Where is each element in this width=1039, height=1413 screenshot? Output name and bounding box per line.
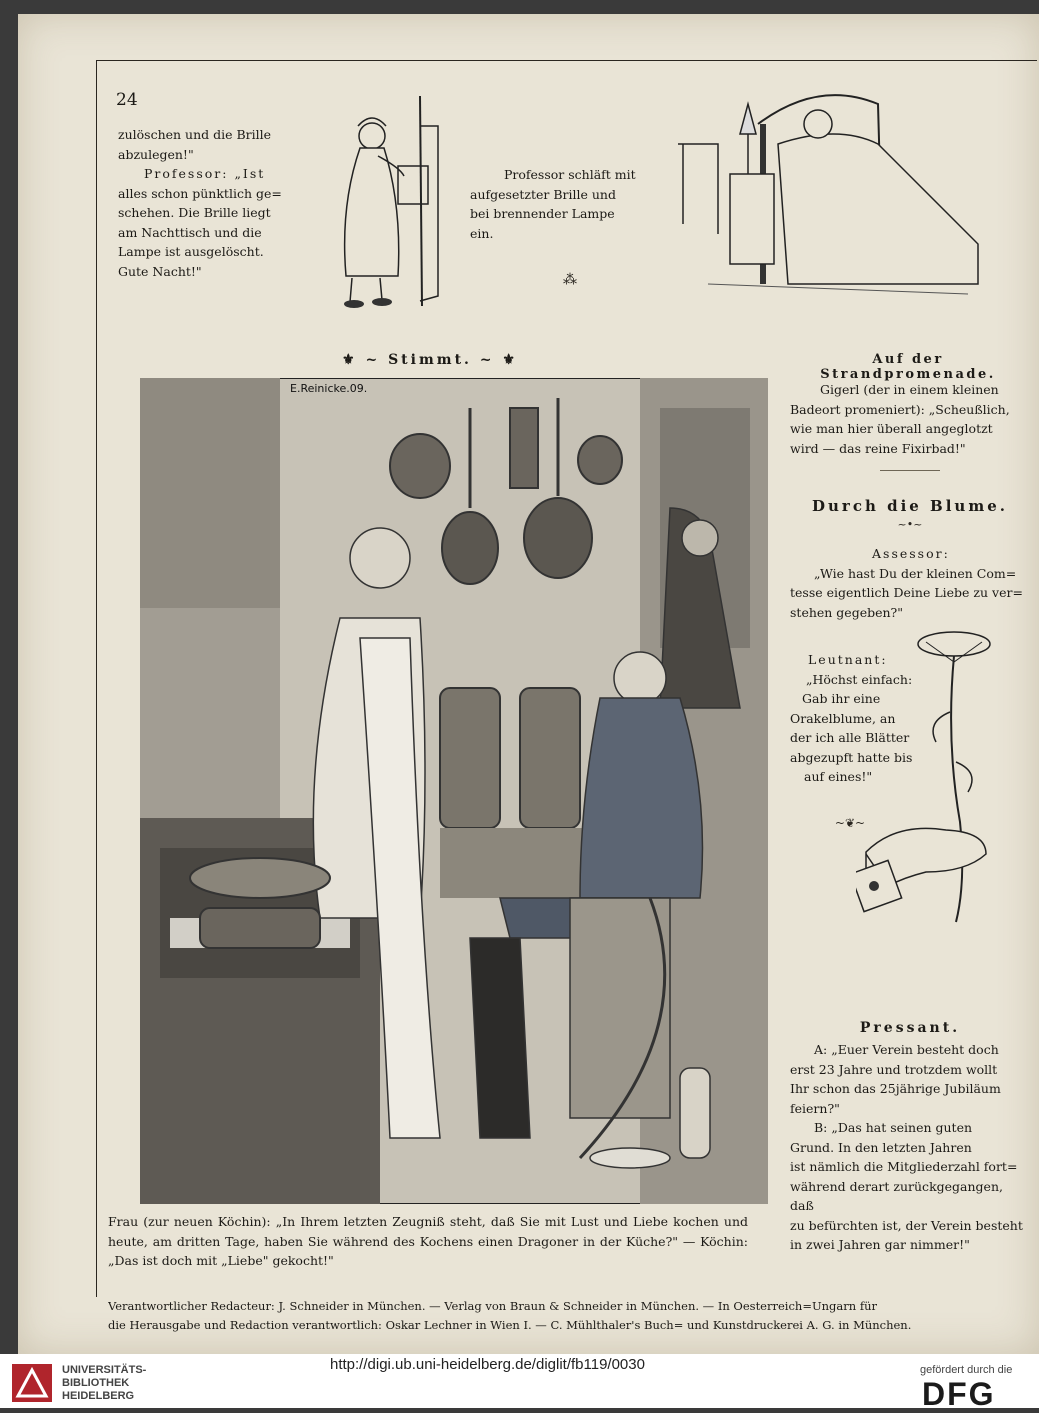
imprint-line-1: Verantwortlicher Redacteur: J. Schneider in München. — Verlag von Braun & Schneider in München. — In Oesterreich=Ungarn für (108, 1299, 877, 1313)
pressant-heading: Pressant. (859, 1020, 961, 1036)
pressant-line: B: „Das hat seinen guten (814, 1120, 973, 1135)
university-library-logo-icon (12, 1364, 52, 1402)
story1-line: abzulegen!" (118, 146, 194, 162)
university-library-name (62, 1364, 146, 1403)
strand-line: wird — das reine Fixirbad!" (790, 440, 966, 456)
pressant-line: zu befürchten ist, der Verein besteht (790, 1217, 1023, 1233)
blume-line: „Wie hast Du der kleinen Com= (814, 565, 1017, 581)
blume-speaker: Assessor: (872, 546, 950, 561)
blume-speaker: Leutnant: (808, 652, 888, 667)
ornament-right-icon: ~ ⚜ (471, 352, 518, 368)
blume-text (790, 544, 1030, 622)
ornament-divider: ~❦~ (834, 816, 866, 830)
divider-line (880, 470, 940, 471)
library-line: HEIDELBERG (62, 1390, 135, 1402)
story1-line: Professor: „Ist (144, 166, 266, 181)
stimmt-caption: Frau (zur neuen Köchin): „In Ihrem letzten Zeugniß steht, daß Sie mit Lust und Liebe kochen und heute, am dritten Tage, haben Sie während des Kochens einen Dragoner in der Küche?" — Köchin: „Das ist doch mit „Liebe" gekocht!" (108, 1214, 748, 1268)
blume-line: abgezupft hatte bis (790, 749, 913, 765)
story1-line: ein. (470, 225, 494, 241)
story1-line: schehen. Die Brille liegt (118, 205, 271, 220)
blume-heading: Durch die Blume. (812, 497, 1008, 515)
ornament-divider: ~•~ (897, 518, 923, 531)
pressant-line: Ihr schon das 25jährige Jubiläum (790, 1081, 1001, 1096)
library-line: BIBLIOTHEK (62, 1377, 130, 1389)
artist-signature: E.Reinicke.09. (290, 382, 368, 395)
blume-line: der ich alle Blätter (790, 730, 910, 745)
blume-line: „Höchst einfach: (806, 671, 913, 687)
strand-heading: Auf der Strandpromenade. (820, 352, 996, 382)
stimmt-heading (300, 352, 560, 368)
story1-line: Gute Nacht!" (118, 263, 202, 279)
story1-line: zulöschen und die Brille (118, 127, 272, 142)
professor-sleeping-illustration (668, 84, 998, 314)
ornament-left-icon: ⚜ ~ (342, 352, 389, 368)
pressant-line: feiern?" (790, 1100, 840, 1116)
story1-column2 (470, 165, 640, 243)
story1-line: am Nachttisch und die (118, 224, 262, 240)
pressant-text (790, 1040, 1028, 1255)
story1-line: alles schon pünktlich ge= (118, 185, 282, 201)
funding-note: gefördert durch die (920, 1364, 1013, 1376)
hand-flower-illustration (856, 622, 1032, 952)
blume-line: stehen gegeben?" (790, 604, 904, 620)
ornament-divider: ⁂ (563, 272, 577, 288)
strand-line: wie man hier überall angeglotzt (790, 421, 993, 436)
dfg-logo: DFG (922, 1376, 996, 1412)
imprint-footer (108, 1297, 1038, 1335)
blume-line: Orakelblume, an (790, 710, 896, 726)
blume-line: Gab ihr eine (802, 691, 881, 706)
permalink-url[interactable]: http://digi.ub.uni-heidelberg.de/diglit/fb119/0030 (330, 1356, 645, 1373)
stimmt-title: Stimmt. (388, 352, 472, 368)
story1-line: bei brennender Lampe (470, 206, 615, 221)
strand-text (790, 380, 1030, 458)
story1-column1 (118, 125, 308, 281)
pressant-line: A: „Euer Verein besteht doch (814, 1042, 999, 1057)
blume-line: tesse eigentlich Deine Liebe zu ver= (790, 585, 1023, 600)
story1-line: Lampe ist ausgelöscht. (118, 244, 264, 259)
pressant-line: Grund. In den letzten Jahren (790, 1139, 972, 1155)
story1-line: aufgesetzter Brille und (470, 186, 616, 202)
blume-line: auf eines!" (804, 769, 873, 784)
strand-line: Gigerl (der in einem kleinen (820, 382, 999, 397)
pressant-line: während derart zurückgegangen, daß (790, 1178, 1003, 1213)
page-number: 24 (116, 90, 138, 110)
strand-line: Badeort promeniert): „Scheußlich, (790, 401, 1010, 417)
story1-line: Professor schläft mit (504, 167, 636, 182)
kitchen-illustration (140, 378, 768, 1204)
pressant-line: in zwei Jahren gar nimmer!" (790, 1237, 970, 1252)
professor-standing-illustration (320, 96, 450, 314)
pressant-line: ist nämlich die Mitgliederzahl fort= (790, 1159, 1018, 1174)
library-line: UNIVERSITÄTS- (62, 1364, 147, 1376)
imprint-line-2: die Herausgabe und Redaction verantwortlich: Oskar Lechner in Wien I. — C. Mühlthaler's Buch= und Kunstdruckerei A. G. in München. (108, 1318, 912, 1332)
pressant-line: erst 23 Jahre und trotzdem wollt (790, 1061, 998, 1077)
